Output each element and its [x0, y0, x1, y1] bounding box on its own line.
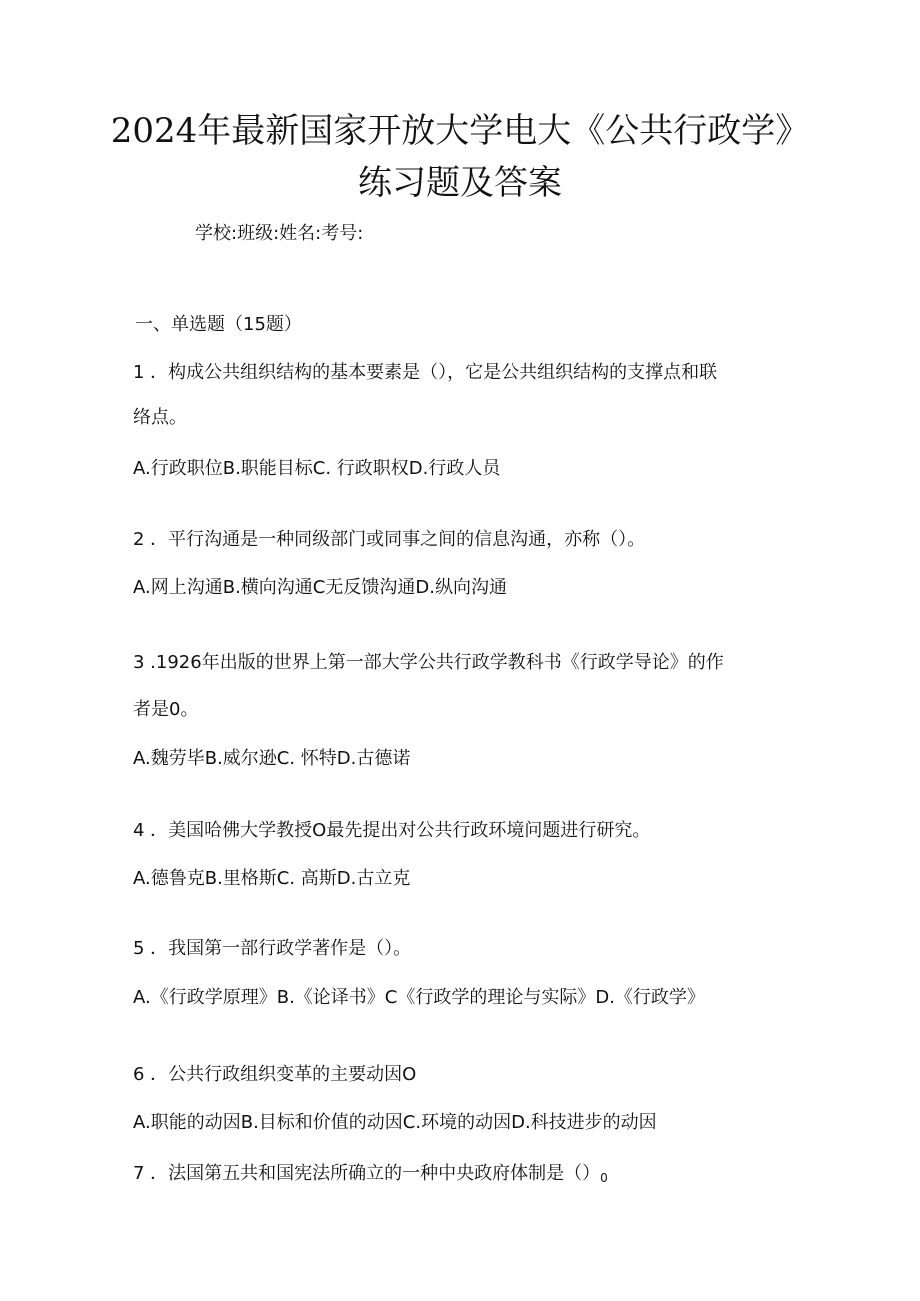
- question-5-stem: 5 ．我国第一部行政学著作是（）。: [133, 938, 412, 959]
- document-title-line-2: 练习题及答案: [358, 163, 562, 203]
- question-1-stem-line-1: 1 ．构成公共组织结构的基本要素是（），它是公共组织结构的支撑点和联: [133, 362, 718, 383]
- question-7-stem-suffix: 0: [600, 1171, 608, 1185]
- question-4-options: A.德鲁克B.里格斯C. 高斯D.古立克: [133, 868, 411, 889]
- question-2-options: A.网上沟通B.横向沟通C无反馈沟通D.纵向沟通: [133, 577, 507, 598]
- section-heading: 一、单选题（15题）: [135, 314, 302, 335]
- question-2-stem: 2 ．平行沟通是一种同级部门或同事之间的信息沟通，亦称（）。: [133, 529, 646, 550]
- question-1-stem-line-2: 络点。: [133, 407, 187, 428]
- question-7-stem-text: 7 ．法国第五共和国宪法所确立的一种中央政府体制是（）: [133, 1163, 601, 1184]
- question-3-stem-line-2: 者是0。: [133, 699, 199, 720]
- question-7-stem: [133, 1162, 608, 1190]
- question-3-options: A.魏劳毕B.威尔逊C. 怀特D.古德诺: [133, 748, 411, 769]
- document-title-line-1: 2024年最新国家开放大学电大《公共行政学》: [110, 111, 810, 151]
- question-6-stem: 6 ．公共行政组织变革的主要动因O: [133, 1064, 417, 1085]
- student-info-line: 学校:班级:姓名:考号:: [195, 223, 364, 244]
- question-5-options: A.《行政学原理》B.《论译书》C《行政学的理论与实际》D.《行政学》: [133, 987, 705, 1008]
- question-4-stem: 4 ．美国哈佛大学教授O最先提出对公共行政环境问题进行研究。: [133, 820, 651, 841]
- question-3-stem-line-1: 3 .1926年出版的世界上第一部大学公共行政学教科书《行政学导论》的作: [133, 652, 724, 673]
- question-6-options: A.职能的动因B.目标和价值的动因C.环境的动因D.科技进步的动因: [133, 1112, 657, 1133]
- question-1-options: A.行政职位B.职能目标C. 行政职权D.行政人员: [133, 458, 501, 479]
